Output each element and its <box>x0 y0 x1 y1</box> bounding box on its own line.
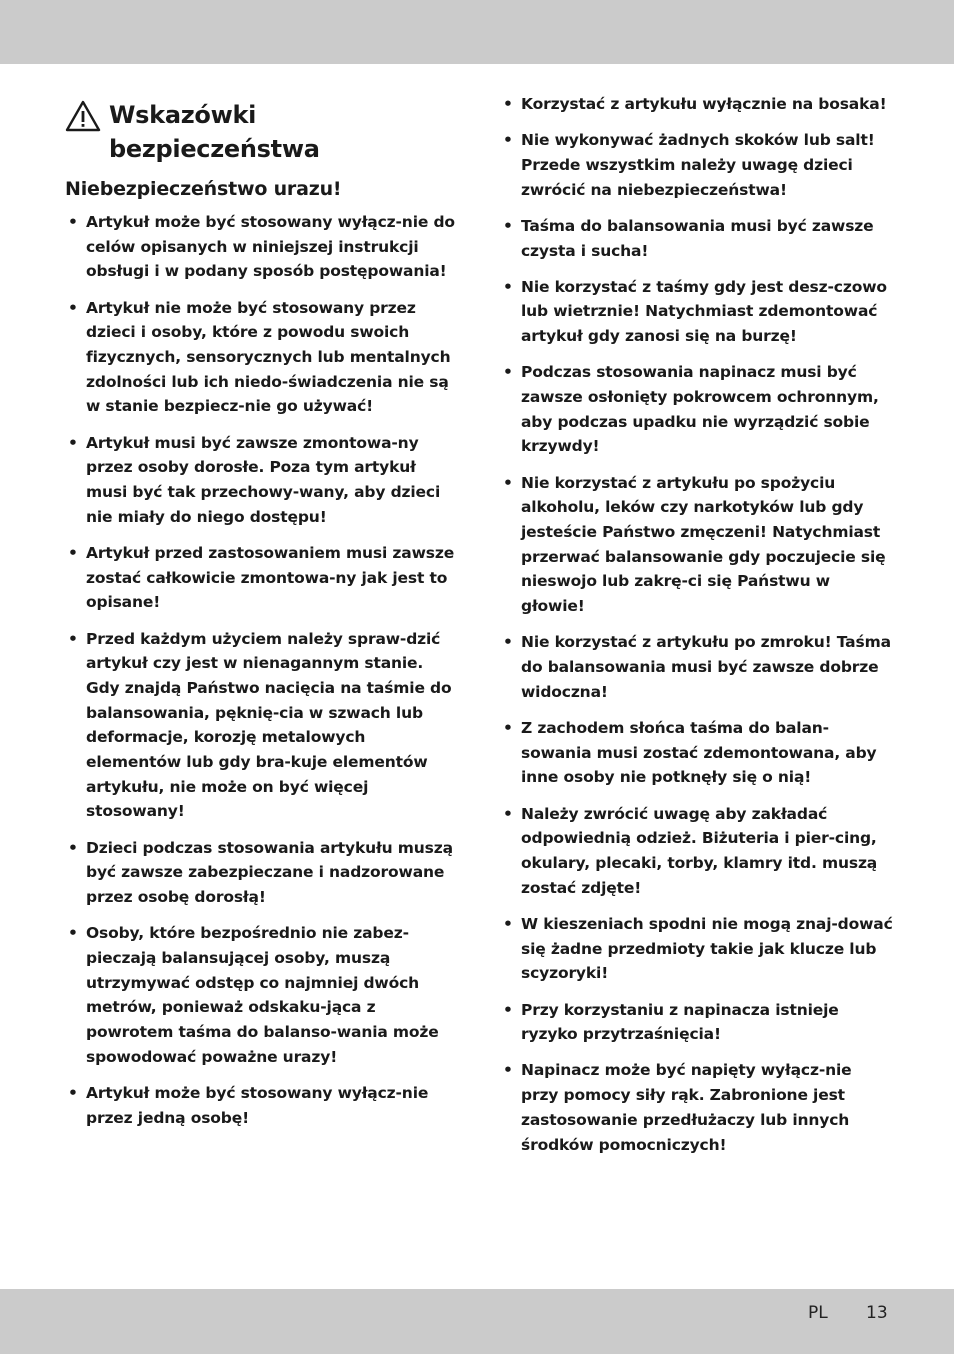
list-item: • Przed każdym użyciem należy spraw-dzić artykuł czy jest w nienagannym stanie. Gdy znajdą Państwo nacięcia na taśmie do balansowania, pęknię-cia w szwach lub deformacje, korozję metalowych elementów lub gdy bra-kuje elementów artykułu, nie może on być więcej stosowany! <box>68 627 456 825</box>
list-item: • Nie wykonywać żadnych skoków lub salt! Przede wszystkim należy uwagę dzieci zwrócić na niebezpieczeństwa! <box>503 128 893 202</box>
page-number: 13 <box>866 1303 888 1323</box>
list-item: • Artykuł może być stosowany wyłącz-nie do celów opisanych w niniejszej instrukcji obsługi i w podany sposób postępowania! <box>68 210 456 284</box>
list-item: • Należy zwrócić uwagę aby zakładać odpowiednią odzież. Biżuteria i pier-cing, okulary, plecaki, torby, klamry itd. muszą zostać zdjęte! <box>503 802 893 901</box>
list-item: • Przy korzystaniu z napinacza istnieje ryzyko przytrzaśnięcia! <box>503 998 893 1047</box>
section-subtitle: Niebezpieczeństwo urazu! <box>65 178 342 200</box>
title-line-2: bezpieczeństwa <box>109 135 320 163</box>
list-item: • Taśma do balansowania musi być zawsze czysta i sucha! <box>503 214 893 263</box>
page-title <box>109 98 455 166</box>
right-safety-list <box>503 92 893 1169</box>
list-item: • Artykuł może być stosowany wyłącz-nie przez jedną osobę! <box>68 1081 456 1130</box>
footer-language: PL <box>808 1303 828 1323</box>
list-item: • Nie korzystać z taśmy gdy jest desz-czowo lub wietrznie! Natychmiast zdemontować artykuł gdy zanosi się na burzę! <box>503 275 893 349</box>
list-item: • Artykuł przed zastosowaniem musi zawsze zostać całkowicie zmontowa-ny jak jest to opisane! <box>68 541 456 615</box>
list-item: • Nie korzystać z artykułu po zmroku! Taśma do balansowania musi być zawsze dobrze widoczna! <box>503 630 893 704</box>
section-heading <box>65 98 455 166</box>
list-item: • Osoby, które bezpośrednio nie zabez-pieczają balansującej osoby, muszą utrzymywać odstęp co najmniej dwóch metrów, ponieważ odskaku-jąca z powrotem taśma do balanso-wania może spowodować poważne urazy! <box>68 921 456 1069</box>
list-item: • Artykuł nie może być stosowany przez dzieci i osoby, które z powodu swoich fizycznych, sensorycznych lub mentalnych zdolności lub ich niedo-świadczenia nie są w stanie bezpiecz-nie go używać! <box>68 296 456 420</box>
top-header-band <box>0 0 954 64</box>
list-item: • W kieszeniach spodni nie mogą znaj-dować się żadne przedmioty takie jak klucze lub scyzoryki! <box>503 912 893 986</box>
list-item: • Podczas stosowania napinacz musi być zawsze osłonięty pokrowcem ochronnym, aby podczas upadku nie wyrządzić sobie krzywdy! <box>503 360 893 459</box>
list-item: • Artykuł musi być zawsze zmontowa-ny przez osoby dorosłe. Poza tym artykuł musi być tak przechowy-wany, aby dzieci nie miały do niego dostępu! <box>68 431 456 530</box>
list-item: • Nie korzystać z artykułu po spożyciu alkoholu, leków czy narkotyków lub gdy jesteście Państwo zmęczeni! Natychmiast przerwać balansowanie gdy poczujecie się nieswojo lub zakrę-ci się Państwu w głowie! <box>503 471 893 619</box>
list-item: • Napinacz może być napięty wyłącz-nie przy pomocy siły rąk. Zabronione jest zastosowanie przedłużaczy lub innych środków pomocniczych! <box>503 1058 893 1157</box>
list-item: • Dzieci podczas stosowania artykułu muszą być zawsze zabezpieczane i nadzorowane przez osobę dorosłą! <box>68 836 456 910</box>
title-line-1: Wskazówki <box>109 101 257 129</box>
warning-triangle-icon <box>65 100 101 132</box>
list-item: • Korzystać z artykułu wyłącznie na bosaka! <box>503 92 893 117</box>
list-item: • Z zachodem słońca taśma do balan-sowania musi zostać zdemontowana, aby inne osoby nie potknęły się o nią! <box>503 716 893 790</box>
left-safety-list <box>68 210 456 1142</box>
